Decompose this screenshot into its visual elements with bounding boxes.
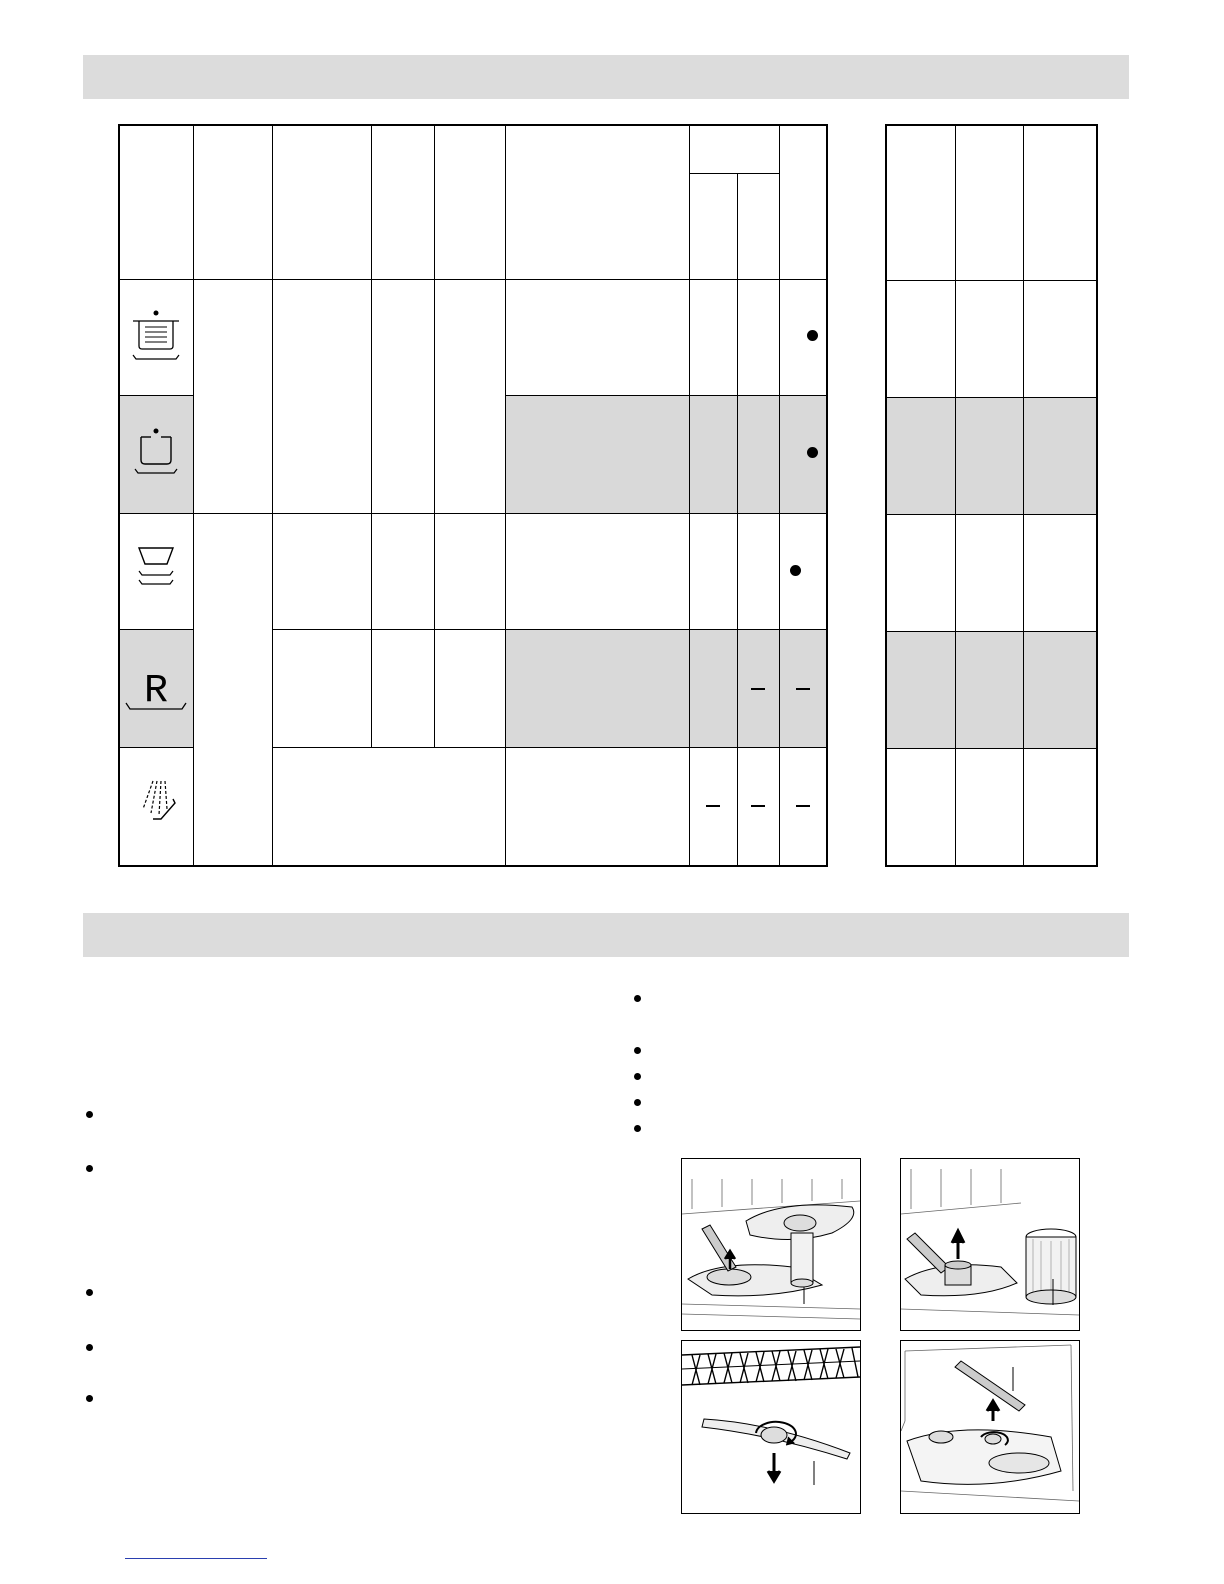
header-cell [737,173,779,279]
dash-marker [796,805,810,807]
header-cell [779,125,827,279]
cell [1023,748,1097,866]
bullet-point [86,1111,93,1118]
cell [689,514,737,630]
marker-cell [779,514,827,630]
dot-marker [807,330,818,341]
cell [272,279,371,513]
maintenance-header [83,913,1129,957]
program-icon-cell [119,395,193,513]
bullet-point [634,995,641,1002]
cell [371,279,434,513]
cell [434,514,505,630]
cell [505,630,689,748]
program-icon-cell [119,514,193,630]
header-cell [689,125,779,173]
cell [886,748,955,866]
cell [1023,280,1097,397]
bullet-point [86,1344,93,1351]
consumption-table [885,124,1098,867]
program-icon-cell [119,279,193,395]
marker-cell [737,630,779,748]
cell [886,280,955,397]
filter-removal-illustration [681,1158,861,1331]
marker-cell [779,748,827,866]
header-cell [371,125,434,279]
cell [505,514,689,630]
program-icon-cell [119,748,193,866]
cell [955,397,1023,514]
cell [371,514,434,630]
normal-pot-icon [129,425,183,483]
header-cell [272,125,371,279]
marker-cell [737,748,779,866]
bullet-point [86,1289,93,1296]
cell [737,395,779,513]
dot-marker [807,447,818,458]
cell [434,630,505,748]
header-cell [689,173,737,279]
bullet-point [634,1099,641,1106]
cell [1023,397,1097,514]
lower-spray-arm-illustration [681,1340,861,1514]
cell [886,514,955,631]
header-cell [1023,125,1097,280]
program-icon-cell [119,630,193,748]
program-table [118,124,828,867]
bullet-point [86,1395,93,1402]
upper-spray-arm-illustration [900,1340,1080,1514]
dash-marker [796,688,810,690]
cell [886,631,955,748]
header-cell [434,125,505,279]
cell [955,748,1023,866]
cell [886,397,955,514]
cell [272,748,505,866]
bullet-point [634,1073,641,1080]
cell [737,279,779,395]
cell [1023,514,1097,631]
rapid-r-icon [124,659,188,719]
cell [955,280,1023,397]
program-table-header [83,55,1129,99]
cell [689,630,737,748]
header-cell [505,125,689,279]
cell [955,514,1023,631]
marker-cell [689,748,737,866]
cell [689,395,737,513]
header-cell [193,125,272,279]
header-cell [119,125,193,279]
cell [505,279,689,395]
header-cell [886,125,955,280]
cell [434,279,505,513]
cell [955,631,1023,748]
bullet-point [634,1125,641,1132]
cell [1023,631,1097,748]
dash-marker [751,805,765,807]
cell [505,395,689,513]
dash-marker [751,688,765,690]
cell [371,630,434,748]
marker-cell [779,630,827,748]
dot-marker [790,565,801,576]
intensive-pot-icon [129,308,183,366]
header-cell [955,125,1023,280]
marker-cell [779,279,827,395]
prewash-spray-icon [129,777,183,837]
bullet-point [634,1047,641,1054]
cell [193,514,272,866]
rapid-letter: R [144,668,169,714]
cell [193,279,272,513]
footer-link-underline [125,1558,267,1559]
cell [272,630,371,748]
bullet-point [86,1165,93,1172]
cell [272,514,371,630]
cell [505,748,689,866]
microfilter-illustration [900,1158,1080,1331]
cell [689,279,737,395]
marker-cell [779,395,827,513]
eco-bowl-icon [129,542,183,602]
dash-marker [706,805,720,807]
cell [737,514,779,630]
